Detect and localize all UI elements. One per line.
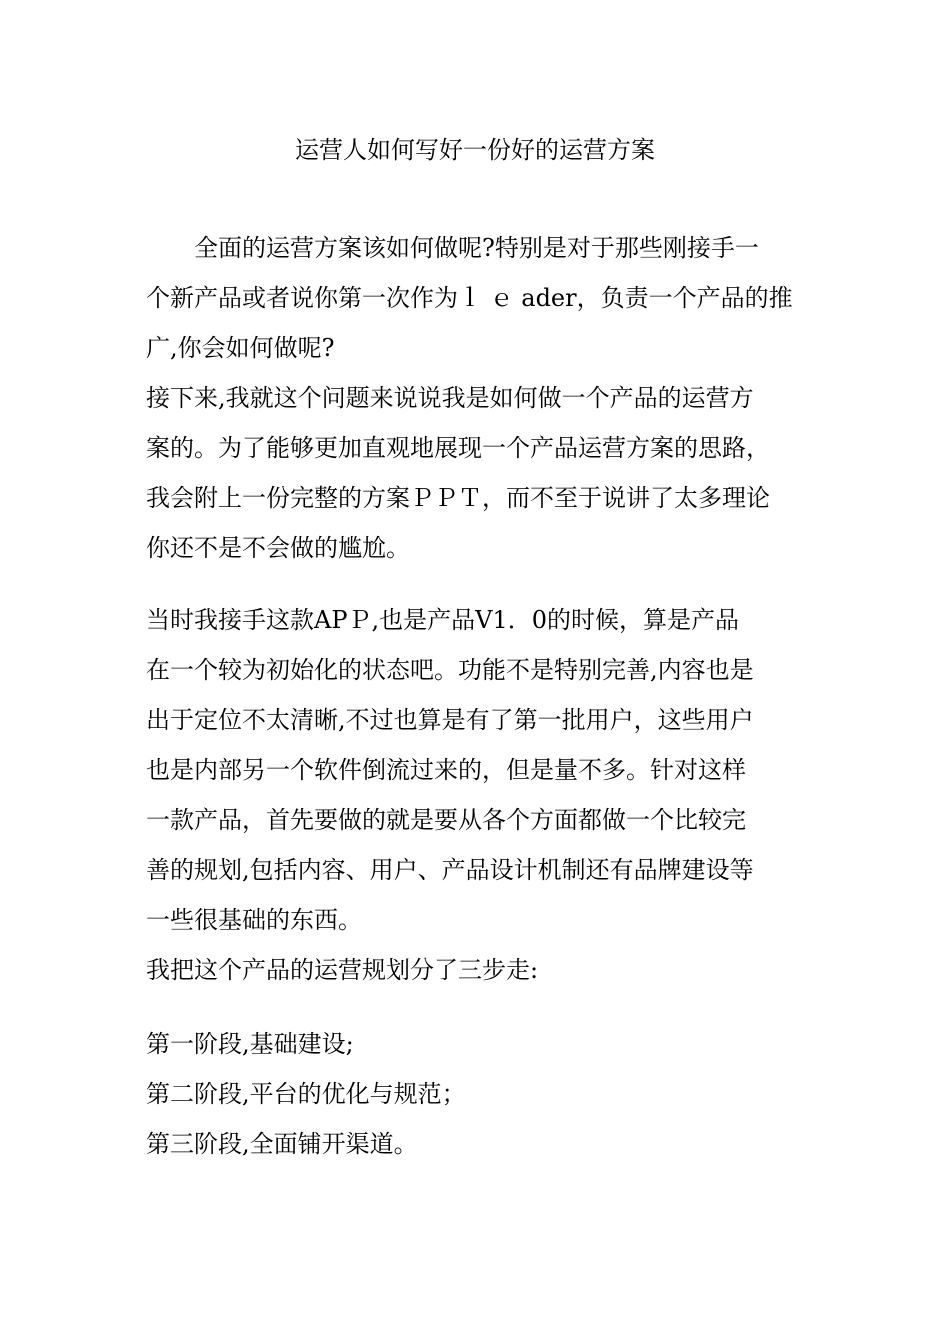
paragraph-1-line-1: 全面的运营方案该如何做呢?特别是对于那些刚接手一 [194,234,759,262]
stage-3: 第三阶段,全面铺开渠道。 [146,1130,418,1158]
paragraph-3-line-7: 一些很基础的东西。 [146,906,362,934]
paragraph-2-line-2: 案的。为了能够更加直观地展现一个产品运营方案的思路， [146,434,770,462]
paragraph-3-line-4: 也是内部另一个软件倒流过来的，但是量不多。针对这样 [146,756,746,784]
paragraph-1-line-2: 个新产品或者说你第一次作为ｌ ｅ ader，负责一个产品的推 [146,284,793,312]
paragraph-3-line-5: 一款产品，首先要做的就是要从各个方面都做一个比较完 [146,806,746,834]
paragraph-2-line-1: 接下来,我就这个问题来说说我是如何做一个产品的运营方 [146,384,754,412]
paragraph-3-line-3: 出于定位不太清晰,不过也算是有了第一批用户，这些用户 [146,706,754,734]
paragraph-4-line-1: 我把这个产品的运营规划分了三步走: [146,956,539,984]
paragraph-3-line-2: 在一个较为初始化的状态吧。功能不是特别完善,内容也是 [146,656,754,684]
stage-2: 第二阶段,平台的优化与规范； [146,1080,466,1108]
paragraph-1-line-3: 广,你会如何做呢? [146,334,335,362]
paragraph-2-line-4: 你还不是不会做的尴尬。 [146,534,410,562]
paragraph-3-line-1: 当时我接手这款APＰ,也是产品V1．0的时候，算是产品 [146,606,739,634]
paragraph-2-line-3: 我会附上一份完整的方案ＰＰＴ，而不至于说讲了太多理论 [146,484,770,512]
stage-1: 第一阶段,基础建设; [146,1030,354,1058]
paragraph-3-line-6: 善的规划,包括内容、用户、产品设计机制还有品牌建设等 [146,856,754,884]
document-title: 运营人如何写好一份好的运营方案 [295,136,655,164]
